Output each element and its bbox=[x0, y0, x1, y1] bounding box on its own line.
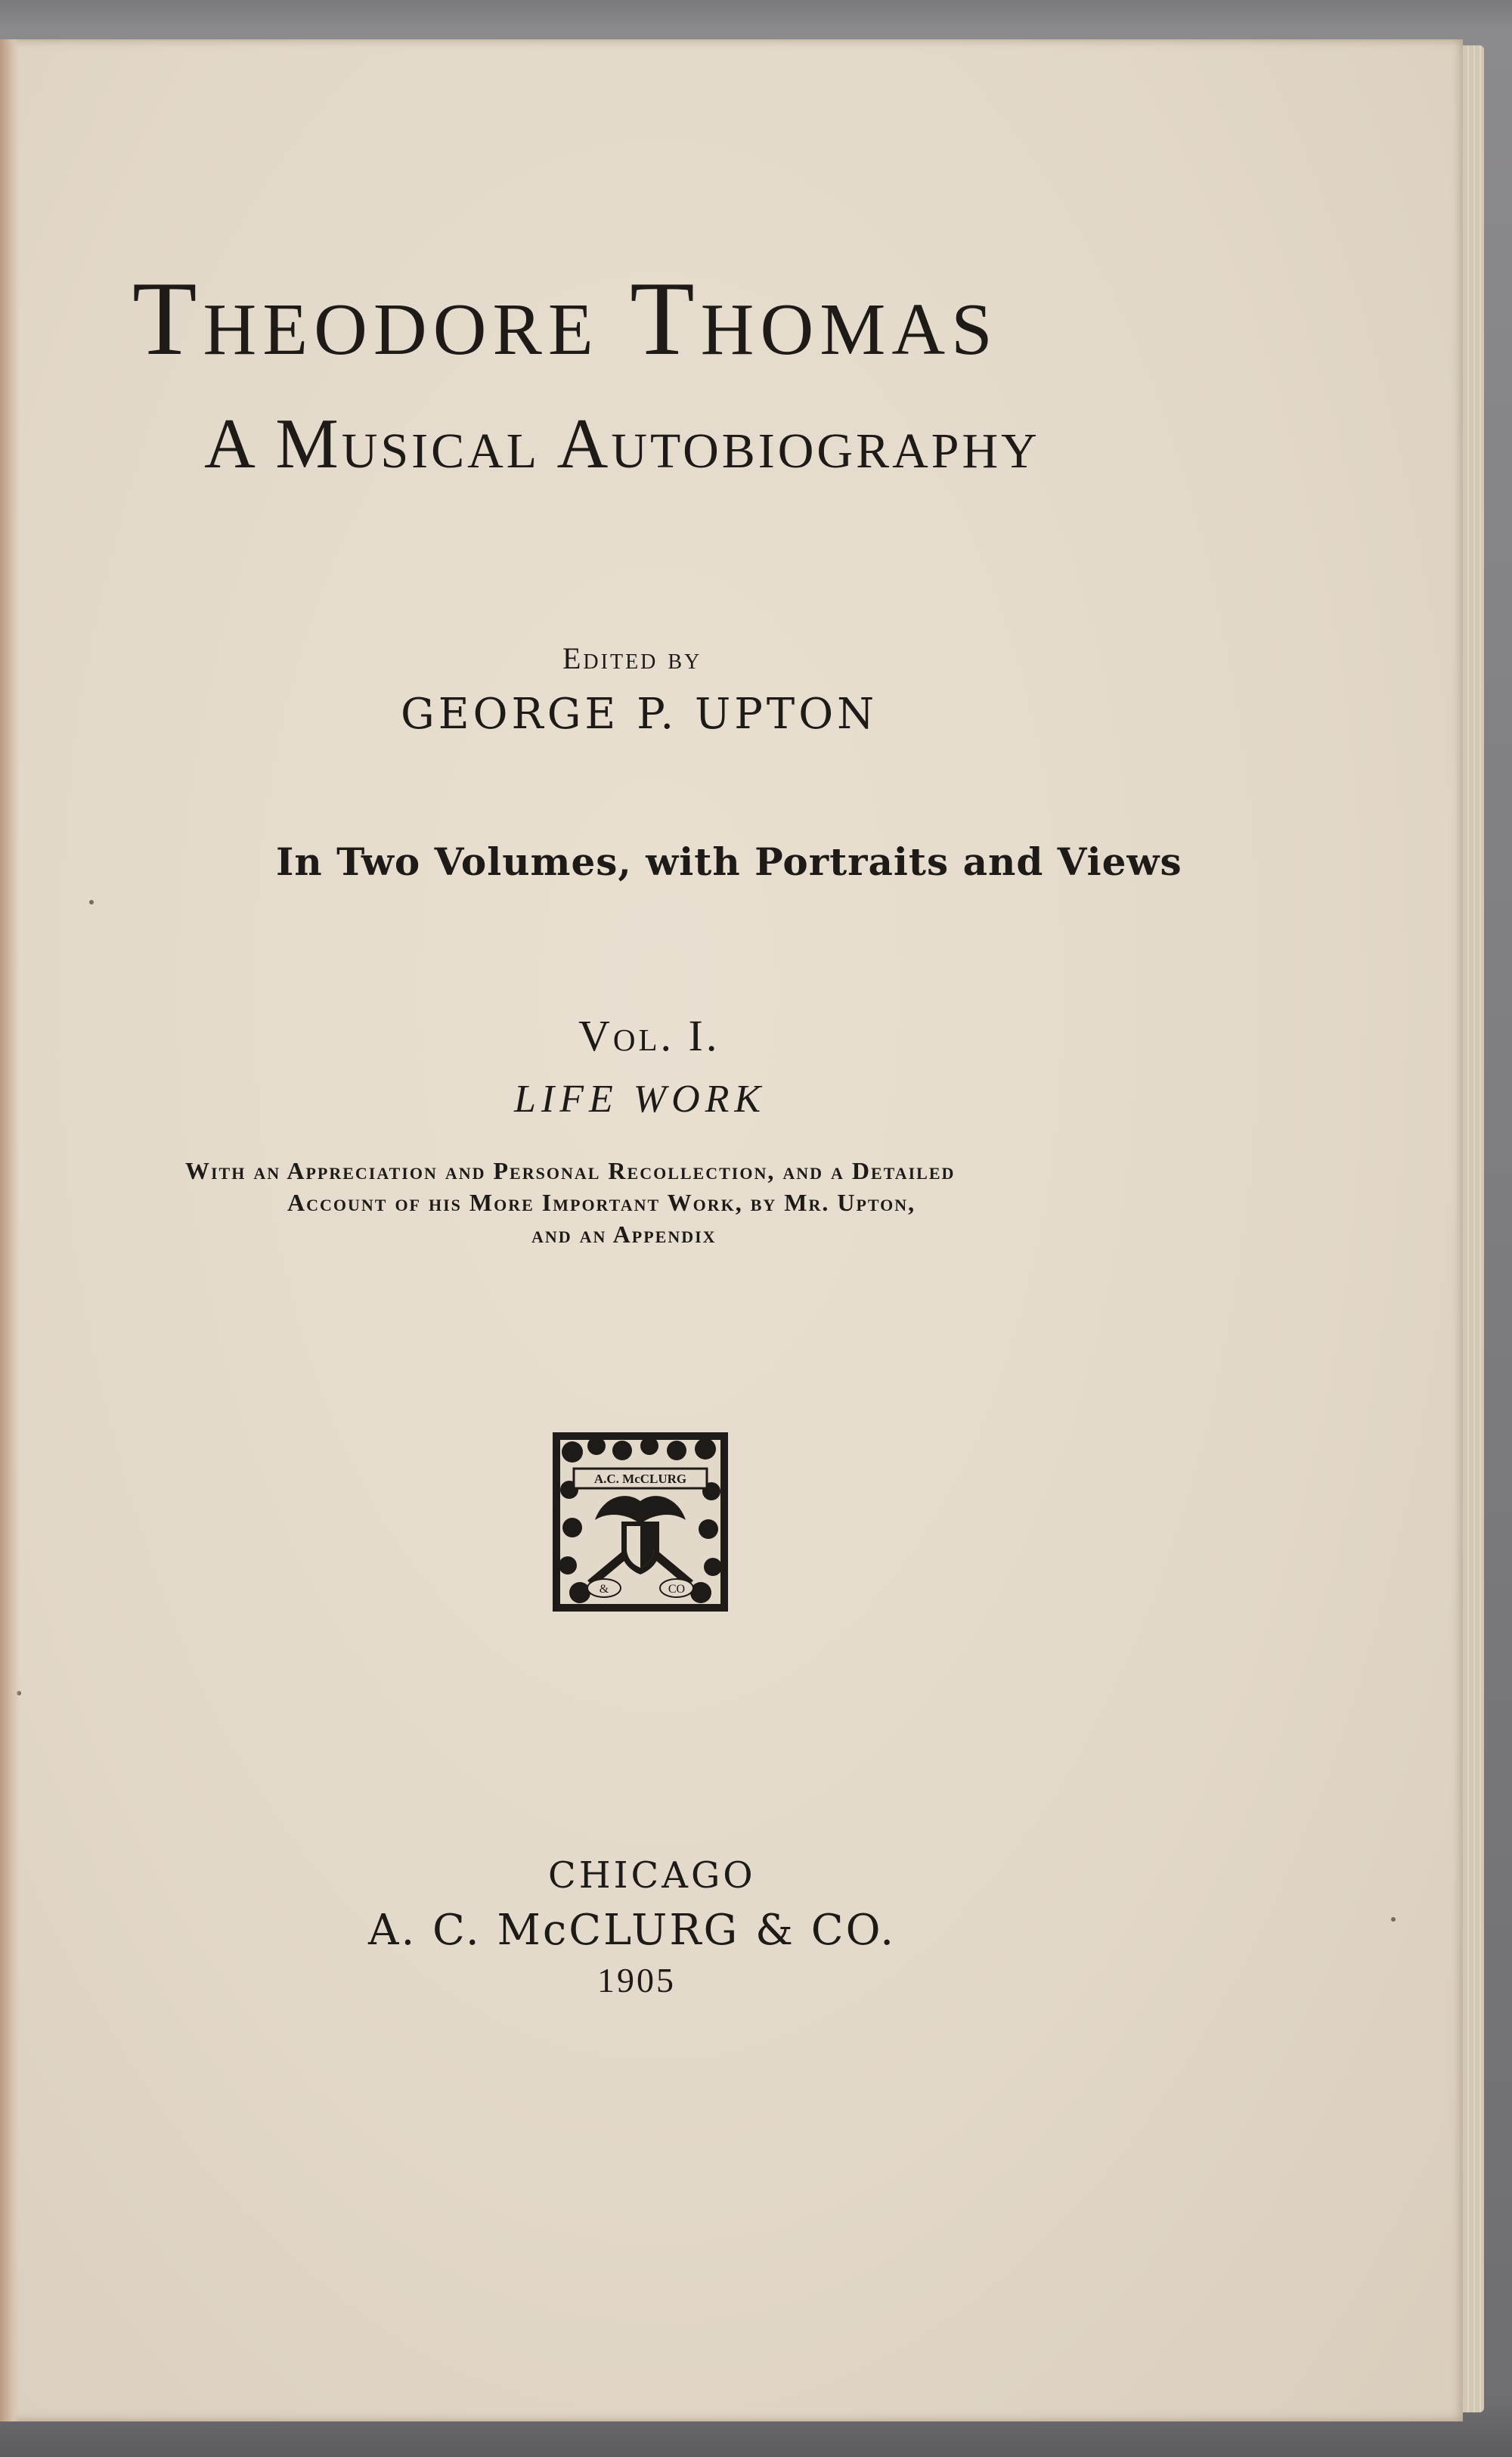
imprint-publisher: A. C. McCLURG & CO. bbox=[368, 1906, 896, 1955]
paper-speck bbox=[89, 900, 94, 904]
volume-title: LIFE WORK bbox=[514, 1078, 767, 1121]
publisher-device-emblem bbox=[550, 1429, 731, 1615]
editor-name: GEORGE P. UPTON bbox=[401, 690, 878, 739]
book-title: Theodore Thomas bbox=[132, 260, 999, 377]
binding-edge bbox=[0, 39, 20, 2421]
device-initial-left: & bbox=[599, 1583, 609, 1596]
description-line-2: Account of his More Important Work, by Mr. Upton, bbox=[287, 1189, 916, 1216]
edited-by-label: Edited by bbox=[562, 641, 702, 675]
device-initial-right: CO bbox=[668, 1583, 686, 1596]
title-page bbox=[0, 39, 1463, 2421]
imprint-year: 1905 bbox=[597, 1961, 676, 1999]
description-line-3: and an Appendix bbox=[531, 1221, 717, 1248]
volumes-note: In Two Volumes, with Portraits and Views bbox=[276, 839, 1182, 884]
paper-speck bbox=[1391, 1917, 1396, 1922]
description-line-1: With an Appreciation and Personal Recollection, and a Detailed bbox=[185, 1157, 956, 1184]
book-subtitle: A Musical Autobiography bbox=[204, 405, 1040, 483]
device-banner-text: A.C. McCLURG bbox=[593, 1472, 687, 1486]
volume-number: Vol. I. bbox=[578, 1011, 720, 1060]
imprint-city: CHICAGO bbox=[548, 1854, 756, 1897]
